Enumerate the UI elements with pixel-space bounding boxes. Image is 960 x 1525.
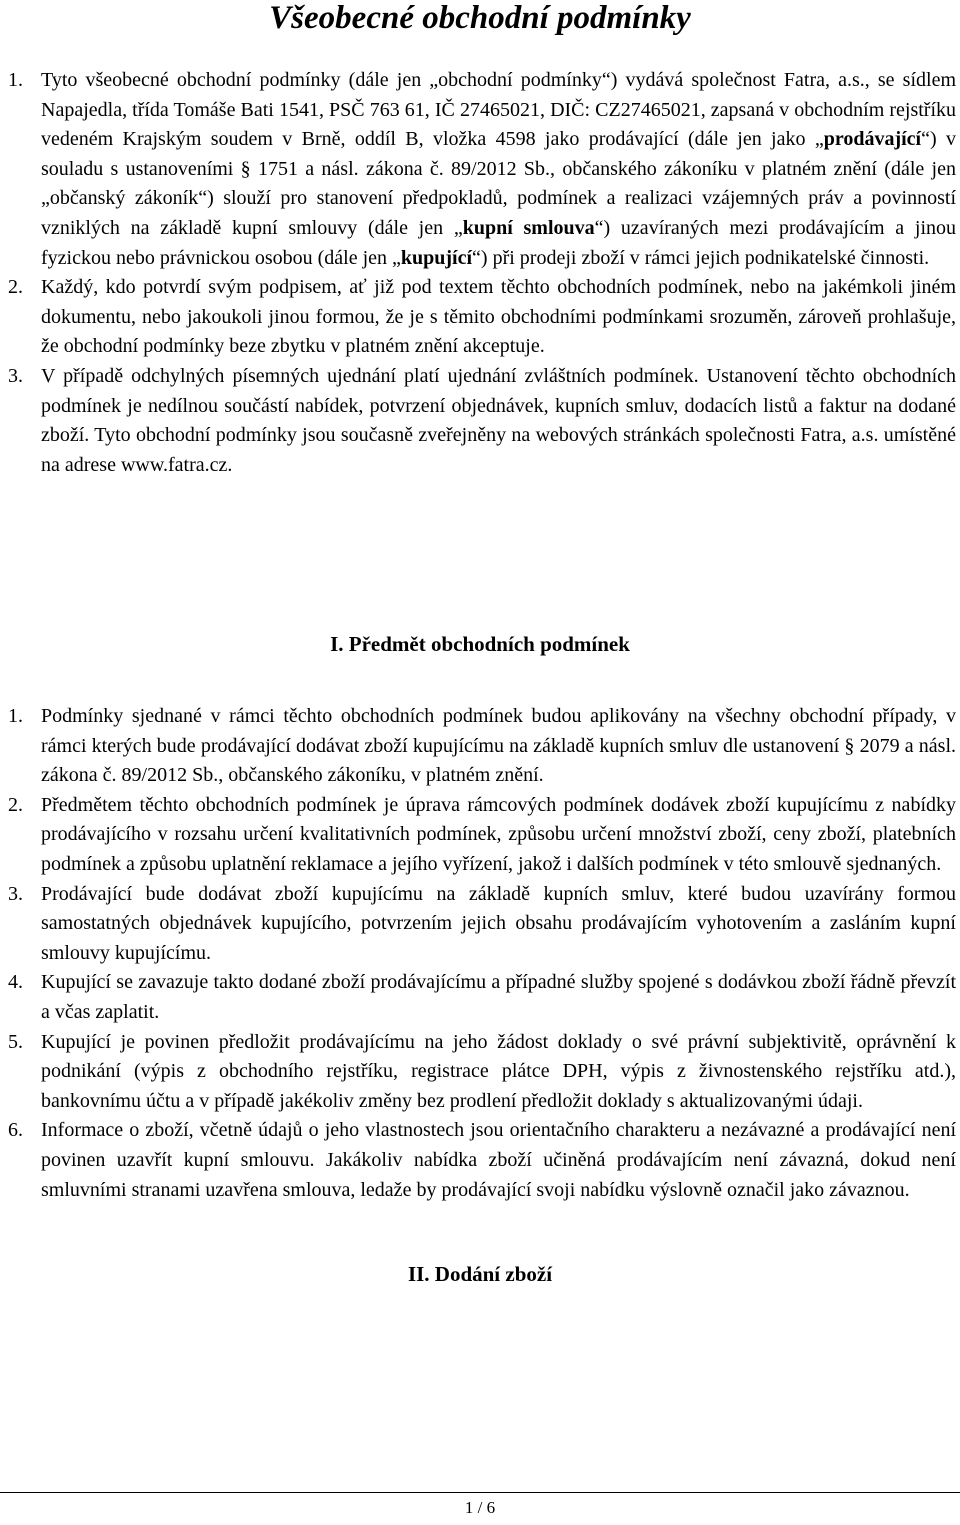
list-item <box>8 791 956 880</box>
page-number: 1 / 6 <box>464 1498 496 1517</box>
list-item <box>8 66 956 273</box>
item-number: 2. <box>8 276 23 299</box>
page-footer <box>0 1492 960 1525</box>
item-text: Prodávající bude dodávat zboží kupujícímu na základě kupních smluv, které budou uzavírány formou samostatných objednávek kupujícího, potvrzením jejich obsahu prodávajícím vyhotovením a zasláním kupní smlouvy kupujícímu. <box>41 882 956 964</box>
section-heading-1: I. Předmět obchodních podmínek <box>330 632 630 656</box>
item-text: Tyto všeobecné obchodní podmínky (dále jen „obchodní podmínky“) vydává společnost Fatra, a.s., se sídlem Napajedla, třída Tomáše Bati 1541, PSČ 763 61, IČ 27465021, DIČ: CZ27465021, zapsaná v obchodním rejstříku vedeném Krajským soudem v Brně, oddíl B, vložka 4598 jako prodávající (dále jen jako „prodávající“) v souladu s ustanoveními § 1751 a násl. zákona č. 89/2012 Sb., občanského zákoníku v platném znění (dále jen „občanský zákoník“) slouží pro stanovení předpokladů, podmínek a realizaci vzájemných práv a povinností vzniklých na základě kupní smlouvy (dále jen „kupní smlouva“) uzavíraných mezi prodávajícím a jinou fyzickou nebo právnickou osobou (dále jen „kupující“) při prodeji zboží v rámci jejich podnikatelské činnosti. <box>41 69 957 269</box>
list-item <box>8 362 956 480</box>
list-item <box>8 273 956 362</box>
item-number: 3. <box>8 882 23 905</box>
item-number: 1. <box>8 69 23 91</box>
item-text: Každý, kdo potvrdí svým podpisem, ať již pod textem těchto obchodních podmínek, nebo na jakémkoli jiném dokumentu, nebo jakoukoli jinou formou, že je s těmito obchodními podmínkami srozuměn, zároveň prohlašuje, že obchodní podmínky beze zbytku v platném znění akceptuje. <box>41 276 956 358</box>
item-text: Podmínky sjednané v rámci těchto obchodních podmínek budou aplikovány na všechny obchodní případy, v rámci kterých bude prodávající dodávat zboží kupujícímu na základě kupních smluv dle ustanovení § 2079 a násl. zákona č. 89/2012 Sb., občanského zákoníku, v platném znění. <box>41 705 956 787</box>
list-item <box>8 1116 956 1205</box>
item-text: Předmětem těchto obchodních podmínek je úprava rámcových podmínek dodávek zboží kupujícímu z nabídky prodávajícího v rozsahu určení kvalitativních podmínek, způsobu určení množství zboží, ceny zboží, platebních podmínek a způsobu uplatnění reklamace a jejího vyřízení, jakož i dalších podmínek v této smlouvě sjednaných. <box>41 793 956 875</box>
item-number: 2. <box>8 793 23 816</box>
item-text: Kupující je povinen předložit prodávajícímu na jeho žádost doklady o své právní subjektivitě, oprávnění k podnikání (výpis z obchodního rejstříku, registrace plátce DPH, výpis z živnostenského rejstříku atd.), bankovnímu účtu a v případě jakékoliv změny bez prodlení předložit doklady s aktualizovanými údaji. <box>41 1030 956 1112</box>
item-number: 6. <box>8 1119 23 1142</box>
list-item <box>8 968 956 1027</box>
section-heading-2: II. Dodání zboží <box>407 1262 553 1286</box>
list-item <box>8 702 956 791</box>
item-text: V případě odchylných písemných ujednání platí ujednání zvláštních podmínek. Ustanovení těchto obchodních podmínek je nedílnou součástí nabídek, potvrzení objednávek, kupních smluv, dodacích listů a faktur na dodané zboží. Tyto obchodní podmínky jsou současně zveřejněny na webových stránkách společnosti Fatra, a.s. umístěné na adrese www.fatra.cz. <box>41 364 956 476</box>
item-number: 1. <box>8 705 23 727</box>
defined-term: kupní smlouva <box>462 216 595 239</box>
list-item <box>8 880 956 969</box>
intro-list <box>8 66 956 480</box>
item-text: Kupující se zavazuje takto dodané zboží prodávajícímu a případné služby spojené s dodávkou zboží řádně převzít a včas zaplatit. <box>41 971 956 1023</box>
item-number: 3. <box>8 364 23 387</box>
item-number: 5. <box>8 1030 23 1053</box>
defined-term: prodávající <box>823 128 922 151</box>
list-item <box>8 1028 956 1117</box>
item-number: 4. <box>8 971 23 994</box>
item-text: Informace o zboží, včetně údajů o jeho vlastnostech jsou orientačního charakteru a nezávazné a prodávající není povinen uzavřít kupní smlouvu. Jakákoliv nabídka zboží učiněná prodávajícím není závazná, dokud není smluvními stranami uzavřena smlouva, ledaže by prodávající svoji nabídku výslovně označil jako závaznou. <box>41 1119 956 1201</box>
page-title: Všeobecné obchodní podmínky <box>269 0 691 36</box>
section-1-list <box>8 702 956 1205</box>
defined-term: kupující <box>400 246 473 269</box>
